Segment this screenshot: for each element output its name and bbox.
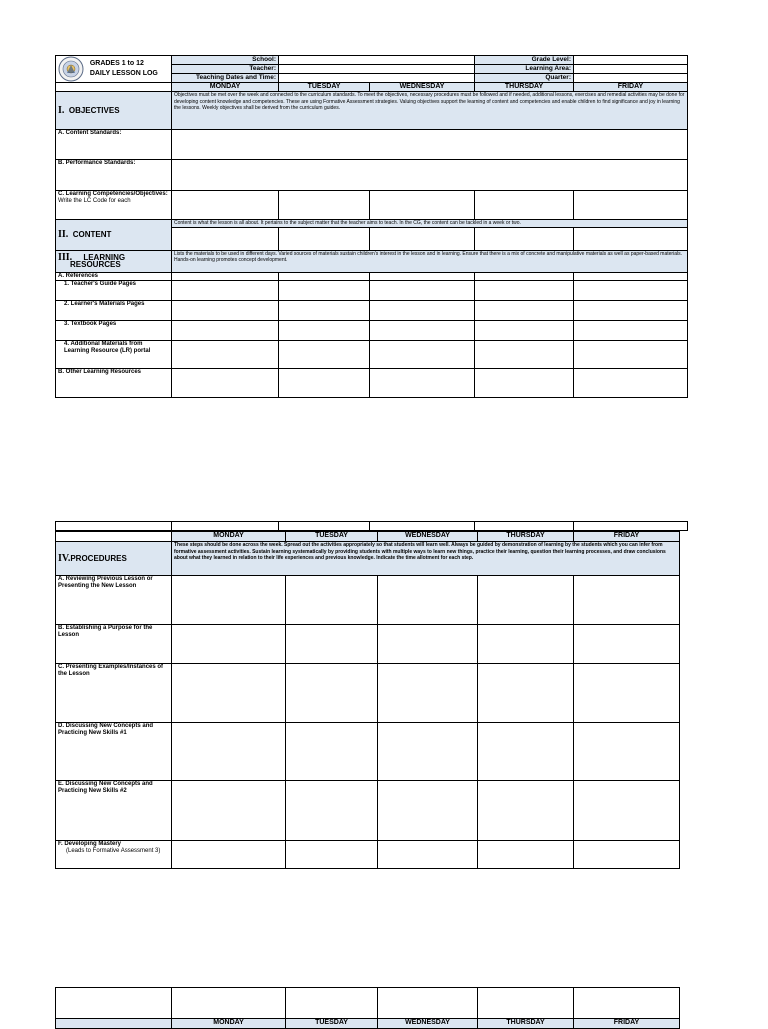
procedure-cell[interactable] <box>378 664 478 723</box>
discussing-concepts-2-label: E. Discussing New Concepts and Practicing New Skills #2 <box>56 781 172 841</box>
references-cell[interactable] <box>370 272 475 280</box>
presenting-examples-label: C. Presenting Examples/Instances of the Lesson <box>56 664 172 723</box>
procedure-cell[interactable] <box>378 576 478 625</box>
blank-cell <box>172 522 279 531</box>
content-standards-label: A. Content Standards: <box>56 130 172 160</box>
procedure-cell[interactable] <box>478 781 574 841</box>
resources-description: Lists the materials to be used in different days. Varied sources of materials sustain children's interest in the lesson and in learning. Ensure that there is a mix of concrete and manipulative materials as well as paper-based materials. Hands-on learning promotes concept development. <box>172 250 688 272</box>
procedure-cell[interactable] <box>378 625 478 664</box>
procedure-cell[interactable] <box>172 781 286 841</box>
day-header: WEDNESDAY <box>378 532 478 542</box>
textbook-cell[interactable] <box>574 320 688 340</box>
procedures-description: These steps should be done across the week. Spread out the activities appropriately so that students will learn well. Always be guided by demonstration of learning by the students which you can infer from formative assessment activities. Sustain learning systematically by providing students with multiple ways to learn new things, practice their learning, question their learning processes, and draw conclusions about what they learned in relation to their life experiences and previous knowledge. Indicate the time allotment for each step. <box>172 542 680 576</box>
day-header: WEDNESDAY <box>378 1019 478 1029</box>
other-resources-cell[interactable] <box>172 368 279 397</box>
developing-mastery-label: F. Developing Mastery (Leads to Formative Assessment 3) <box>56 841 172 869</box>
lm-cell[interactable] <box>475 300 574 320</box>
procedure-cell[interactable] <box>574 723 680 781</box>
dates-label: Teaching Dates and Time: <box>172 74 279 83</box>
blank-cell <box>475 522 574 531</box>
grade-level-value[interactable] <box>574 56 688 65</box>
references-cell[interactable] <box>475 272 574 280</box>
lm-cell[interactable] <box>574 300 688 320</box>
performance-standards-label: B. Performance Standards: <box>56 160 172 191</box>
quarter-label: Quarter: <box>475 74 574 83</box>
grade-level-label: Grade Level: <box>475 56 574 65</box>
textbook-cell[interactable] <box>475 320 574 340</box>
procedure-cell[interactable] <box>574 625 680 664</box>
day-header: THURSDAY <box>475 83 574 92</box>
competency-cell[interactable] <box>370 191 475 220</box>
content-standards-cell[interactable] <box>172 130 688 160</box>
textbook-cell[interactable] <box>370 320 475 340</box>
procedure-cell[interactable] <box>478 723 574 781</box>
discussing-concepts-1-label: D. Discussing New Concepts and Practicing New Skills #1 <box>56 723 172 781</box>
log-title: DAILY LESSON LOG <box>89 70 158 77</box>
lr-portal-cell[interactable] <box>279 340 370 368</box>
day-header: TUESDAY <box>286 1019 378 1029</box>
blank-cell <box>574 988 680 1019</box>
blank-cell <box>56 522 172 531</box>
objectives-description: Objectives must be met over the week and connected to the curriculum standards. To meet the objectives, necessary procedures must be followed and if needed, additional lessons, exercises and remedial activities may be done for developing content knowledge and competencies. These are using Formative Assessment strategies. Valuing objectives support the learning of content and competencies and enable children to find significance and joy in learning the lessons. Weekly objectives shall be derived from the curriculum guides. <box>172 92 688 130</box>
procedure-cell[interactable] <box>286 781 378 841</box>
procedure-cell[interactable] <box>574 781 680 841</box>
day-header-blank <box>56 532 172 542</box>
blank-cell <box>172 988 286 1019</box>
competency-cell[interactable] <box>279 191 370 220</box>
procedure-cell[interactable] <box>478 625 574 664</box>
procedure-cell[interactable] <box>378 841 478 869</box>
procedure-cell[interactable] <box>286 625 378 664</box>
performance-standards-cell[interactable] <box>172 160 688 191</box>
day-header-blank <box>56 83 172 92</box>
day-header: FRIDAY <box>574 83 688 92</box>
day-header: MONDAY <box>172 1019 286 1029</box>
procedure-cell[interactable] <box>286 664 378 723</box>
lr-portal-cell[interactable] <box>370 340 475 368</box>
learning-area-label: Learning Area: <box>475 65 574 74</box>
lesson-log-table-1 <box>55 55 688 398</box>
deped-seal-icon <box>58 56 84 82</box>
procedure-cell[interactable] <box>286 576 378 625</box>
blank-cell <box>574 522 688 531</box>
tg-cell[interactable] <box>172 280 279 300</box>
procedure-cell[interactable] <box>172 576 286 625</box>
day-header: MONDAY <box>172 83 279 92</box>
day-header: TUESDAY <box>279 83 370 92</box>
school-label: School: <box>172 56 279 65</box>
tg-cell[interactable] <box>370 280 475 300</box>
section-procedures-title: IV.PROCEDURES <box>56 542 172 576</box>
procedure-cell[interactable] <box>478 576 574 625</box>
day-header: FRIDAY <box>574 1019 680 1029</box>
procedure-cell[interactable] <box>378 723 478 781</box>
lesson-log-table-3 <box>55 987 680 1029</box>
dates-value[interactable] <box>279 74 475 83</box>
day-header: WEDNESDAY <box>370 83 475 92</box>
header-logo-cell <box>56 56 172 83</box>
other-resources-cell[interactable] <box>574 368 688 397</box>
procedure-cell[interactable] <box>378 781 478 841</box>
content-description: Content is what the lesson is all about. It pertains to the subject matter that the teacher aims to teach. In the CG, the content can be tackled in a week or two. <box>172 220 688 228</box>
tg-cell[interactable] <box>475 280 574 300</box>
lm-cell[interactable] <box>172 300 279 320</box>
lesson-log-table-2b <box>55 531 680 869</box>
day-header: THURSDAY <box>478 532 574 542</box>
procedure-cell[interactable] <box>172 723 286 781</box>
procedure-cell[interactable] <box>172 841 286 869</box>
references-cell[interactable] <box>279 272 370 280</box>
procedure-cell[interactable] <box>574 841 680 869</box>
learning-area-value[interactable] <box>574 65 688 74</box>
procedure-cell[interactable] <box>172 625 286 664</box>
references-label: A. References <box>56 272 172 280</box>
section-objectives-title: I. OBJECTIVES <box>56 92 172 130</box>
competency-cell[interactable] <box>574 191 688 220</box>
other-resources-cell[interactable] <box>279 368 370 397</box>
references-cell[interactable] <box>172 272 279 280</box>
textbook-pages-label: 3. Textbook Pages <box>56 320 172 340</box>
tg-cell[interactable] <box>574 280 688 300</box>
lr-portal-cell[interactable] <box>574 340 688 368</box>
lr-portal-cell[interactable] <box>172 340 279 368</box>
procedure-cell[interactable] <box>478 664 574 723</box>
other-resources-cell[interactable] <box>370 368 475 397</box>
additional-materials-label: 4. Additional Materials from Learning Resource (LR) portal <box>56 340 172 368</box>
establishing-purpose-label: B. Establishing a Purpose for the Lesson <box>56 625 172 664</box>
blank-cell <box>286 988 378 1019</box>
section-content-title: II. CONTENT <box>56 220 172 251</box>
blank-cell <box>56 988 172 1019</box>
blank-cell <box>378 988 478 1019</box>
day-header: THURSDAY <box>478 1019 574 1029</box>
grades-title: GRADES 1 to 12 <box>89 60 144 67</box>
day-header: FRIDAY <box>574 532 680 542</box>
quarter-value[interactable] <box>574 74 688 83</box>
blank-cell <box>370 522 475 531</box>
lesson-log-table-2 <box>55 521 688 531</box>
references-cell[interactable] <box>574 272 688 280</box>
lm-cell[interactable] <box>279 300 370 320</box>
textbook-cell[interactable] <box>279 320 370 340</box>
procedure-cell[interactable] <box>574 576 680 625</box>
tg-cell[interactable] <box>279 280 370 300</box>
competency-cell[interactable] <box>475 191 574 220</box>
procedure-cell[interactable] <box>478 841 574 869</box>
reviewing-lesson-label: A. Reviewing Previous Lesson or Presenting the New Lesson <box>56 576 172 625</box>
procedure-cell[interactable] <box>286 723 378 781</box>
content-cell[interactable] <box>574 227 688 250</box>
procedure-cell[interactable] <box>172 664 286 723</box>
day-header: TUESDAY <box>286 532 378 542</box>
textbook-cell[interactable] <box>172 320 279 340</box>
day-header: MONDAY <box>172 532 286 542</box>
school-value[interactable] <box>279 56 475 65</box>
learning-competencies-label: C. Learning Competencies/Objectives: Write the LC Code for each <box>56 191 172 220</box>
teachers-guide-label: 1. Teacher's Guide Pages <box>56 280 172 300</box>
content-cell[interactable] <box>172 227 279 250</box>
lr-portal-cell[interactable] <box>475 340 574 368</box>
learners-materials-label: 2. Learner's Materials Pages <box>56 300 172 320</box>
teacher-label: Teacher: <box>172 65 279 74</box>
content-cell[interactable] <box>475 227 574 250</box>
other-resources-label: B. Other Learning Resources <box>56 368 172 397</box>
other-resources-cell[interactable] <box>475 368 574 397</box>
competency-cell[interactable] <box>172 191 279 220</box>
section-resources-title: III. LEARNING RESOURCES <box>56 250 172 272</box>
procedure-cell[interactable] <box>286 841 378 869</box>
content-cell[interactable] <box>370 227 475 250</box>
blank-cell <box>478 988 574 1019</box>
blank-cell <box>279 522 370 531</box>
content-cell[interactable] <box>279 227 370 250</box>
teacher-value[interactable] <box>279 65 475 74</box>
procedure-cell[interactable] <box>574 664 680 723</box>
lm-cell[interactable] <box>370 300 475 320</box>
